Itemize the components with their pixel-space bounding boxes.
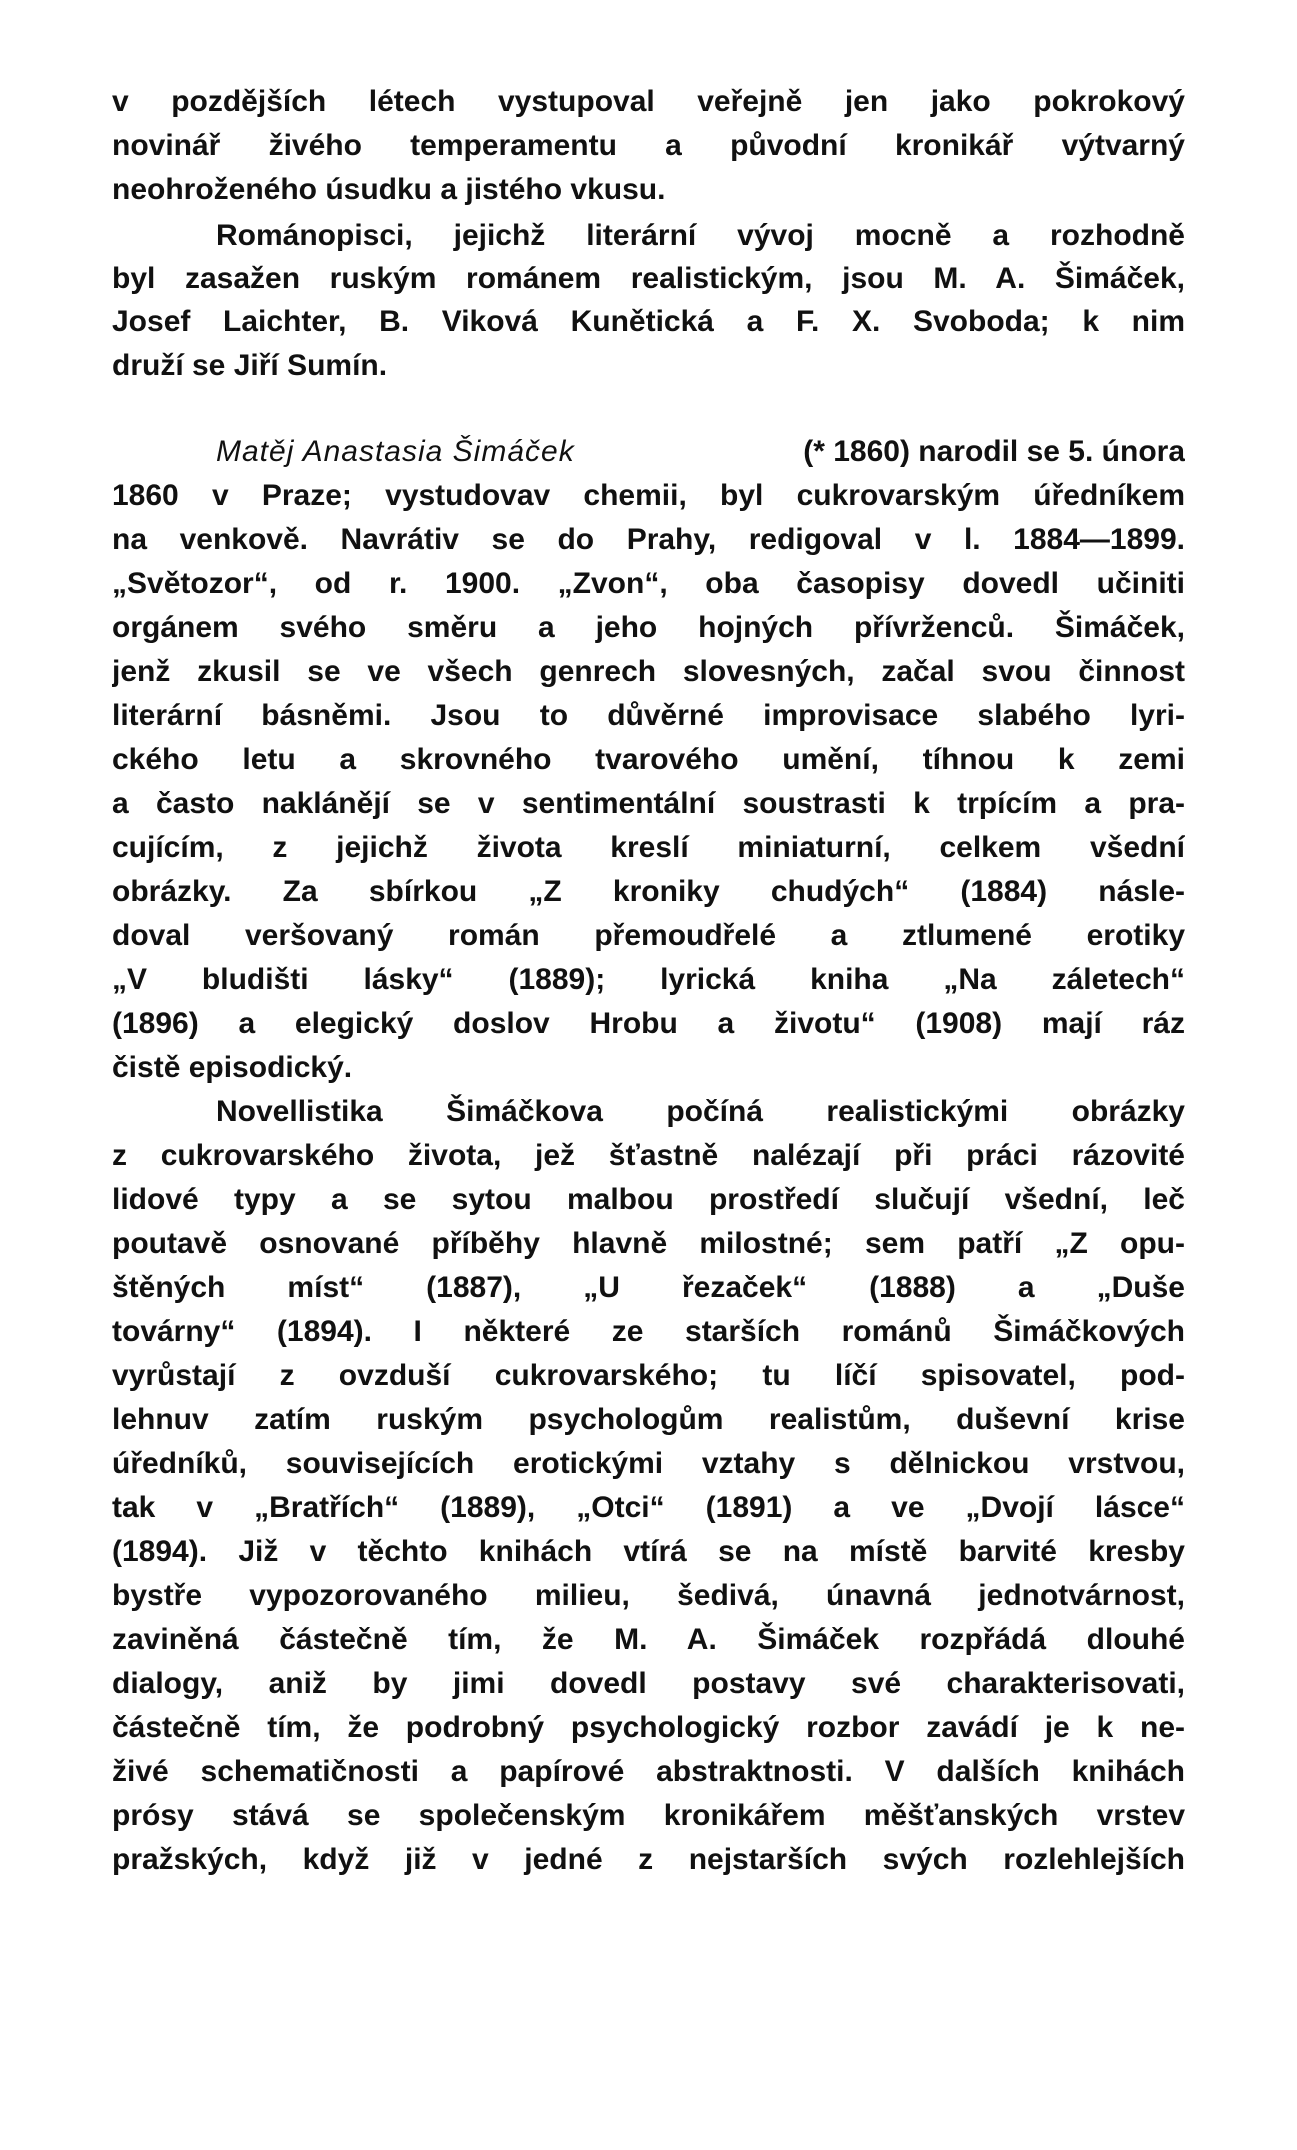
text-line: lidové typy a se sytou malbou prostředí slučují všední, leč bbox=[112, 1183, 1185, 1216]
text-line: Josef Laichter, B. Viková Kunětická a F. X. Svoboda; k nim bbox=[112, 305, 1185, 338]
text-line: čistě episodický. bbox=[112, 1051, 353, 1084]
text-line: dialogy, aniž by jimi dovedl postavy své charakterisovati, bbox=[112, 1667, 1185, 1700]
text-line: Novellistika Šimáčkova počíná realistickými obrázky bbox=[216, 1095, 1185, 1128]
text-line: a často naklánějí se v sentimentální soustrasti k trpícím a pra- bbox=[112, 787, 1185, 820]
text-line: částečně tím, že podrobný psychologický rozbor zavádí je k ne- bbox=[112, 1711, 1185, 1744]
text-line: obrázky. Za sbírkou „Z kroniky chudých“ (1884) násle- bbox=[112, 875, 1185, 908]
text-line: doval veršovaný román přemoudřelé a ztlumené erotiky bbox=[112, 919, 1185, 952]
text-line: „V bludišti lásky“ (1889); lyrická kniha „Na záletech“ bbox=[112, 963, 1185, 996]
text-line: byl zasažen ruským románem realistickým, jsou M. A. Šimáček, bbox=[112, 262, 1185, 295]
text-line: neohroženého úsudku a jistého vkusu. bbox=[112, 173, 666, 206]
text-line: jenž zkusil se ve všech genrech slovesných, začal svou činnost bbox=[112, 655, 1185, 688]
text-line: lehnuv zatím ruským psychologům realistům, duševní krise bbox=[112, 1403, 1185, 1436]
author-dates: (* 1860) narodil se 5. února bbox=[803, 435, 1185, 468]
text-line: literární básněmi. Jsou to důvěrné improvisace slabého lyri- bbox=[112, 699, 1185, 732]
text-line: vyrůstají z ovzduší cukrovarského; tu líčí spisovatel, pod- bbox=[112, 1359, 1185, 1392]
text-line: „Světozor“, od r. 1900. „Zvon“, oba časopisy dovedl učiniti bbox=[112, 567, 1185, 600]
text-line: továrny“ (1894). I některé ze starších románů Šimáčkových bbox=[112, 1315, 1185, 1348]
text-line: Románopisci, jejichž literární vývoj mocně a rozhodně bbox=[216, 219, 1185, 252]
text-line: prósy stává se společenským kronikářem měšťanských vrstev bbox=[112, 1799, 1185, 1832]
text-line: 1860 v Praze; vystudovav chemii, byl cukrovarským úředníkem bbox=[112, 479, 1185, 512]
text-line: tak v „Bratřích“ (1889), „Otci“ (1891) a ve „Dvojí lásce“ bbox=[112, 1491, 1185, 1524]
text-line: druží se Jiří Sumín. bbox=[112, 349, 388, 382]
text-line: bystře vypozorovaného milieu, šedivá, únavná jednotvárnost, bbox=[112, 1579, 1185, 1612]
text-line: zaviněná částečně tím, že M. A. Šimáček rozpřádá dlouhé bbox=[112, 1623, 1185, 1656]
text-line: štěných míst“ (1887), „U řezaček“ (1888) a „Duše bbox=[112, 1271, 1185, 1304]
author-name: Matěj Anastasia Šimáček bbox=[216, 435, 575, 468]
text-line: (1894). Již v těchto knihách vtírá se na místě barvité kresby bbox=[112, 1535, 1185, 1568]
text-line: ckého letu a skrovného tvarového umění, tíhnou k zemi bbox=[112, 743, 1185, 776]
text-line: živé schematičnosti a papírové abstraktnosti. V dalších knihách bbox=[112, 1755, 1185, 1788]
text-line: poutavě osnované příběhy hlavně milostné; sem patří „Z opu- bbox=[112, 1227, 1185, 1260]
text-line: na venkově. Navrátiv se do Prahy, redigoval v l. 1884—1899. bbox=[112, 523, 1185, 556]
text-line: z cukrovarského života, jež šťastně nalézají při práci rázovité bbox=[112, 1139, 1185, 1172]
text-line: v pozdějších létech vystupoval veřejně jen jako pokrokový bbox=[112, 85, 1185, 118]
text-line: pražských, když již v jedné z nejstarších svých rozlehlejších bbox=[112, 1843, 1185, 1876]
text-line: (1896) a elegický doslov Hrobu a životu“ (1908) mají ráz bbox=[112, 1007, 1185, 1040]
text-line: cujícím, z jejichž života kreslí miniaturní, celkem všední bbox=[112, 831, 1185, 864]
text-line: úředníků, souvisejících erotickými vztahy s dělnickou vrstvou, bbox=[112, 1447, 1185, 1480]
text-line: novinář živého temperamentu a původní kronikář výtvarný bbox=[112, 129, 1185, 162]
text-line bbox=[216, 432, 1185, 472]
text-line: orgánem svého směru a jeho hojných přívrženců. Šimáček, bbox=[112, 611, 1185, 644]
